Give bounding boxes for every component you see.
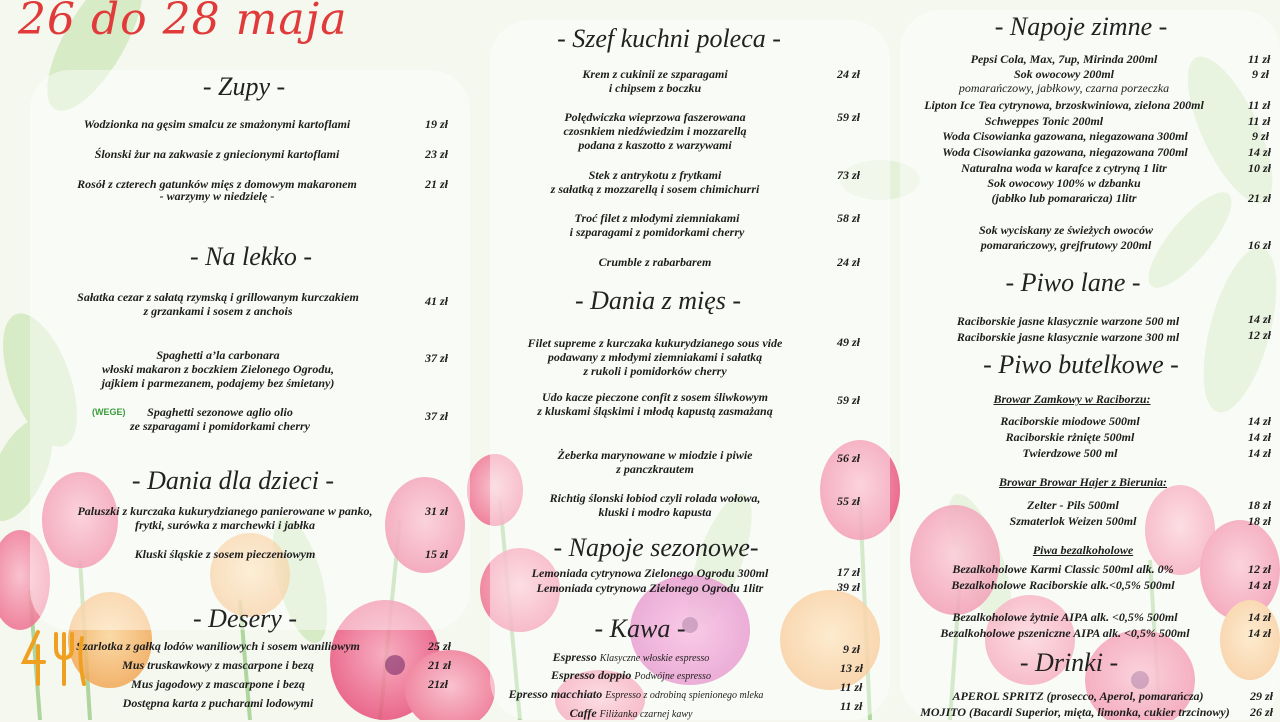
menu-item-espresso-doppio: Espresso doppio Podwójne espresso (551, 668, 711, 682)
menu-item-twierdzowe: Twierdzowe 500 ml (1022, 446, 1118, 460)
menu-item-price: 58 zł (837, 211, 861, 225)
menu-item-troc-filet: Troć filet z młodymi ziemniakami (574, 211, 740, 225)
menu-item-price: 17 zł (837, 565, 861, 579)
menu-item-karmi: Bezalkoholowe Karmi Classic 500ml alk. 0% (952, 562, 1174, 576)
menu-item-miodowe: Raciborskie miodowe 500ml (1000, 414, 1140, 428)
brewery-heading-bezalkoholowe: Piwa bezalkoholowe (1032, 543, 1134, 557)
menu-item-price: 25 zł (428, 639, 452, 653)
menu-item-mojito: MOJITO (Bacardi Superior, mięta, limonka, cukier trzcinowy) (920, 705, 1230, 719)
menu-item-line: podawany z młodymi ziemniakami i sałatką (547, 350, 763, 364)
menu-item-line: (jabłko lub pomarańcza) 1litr (991, 191, 1137, 205)
menu-item-price: 15 zł (425, 547, 449, 561)
menu-item-price: 11 zł (840, 699, 863, 713)
menu-item-price: 18 zł (1248, 498, 1272, 512)
menu-item-line: jajkiem i parmezanem, podajemy bez śmietany) (101, 376, 335, 390)
menu-item-woda-300: Woda Cisowianka gazowana, niegazowana 300ml (942, 129, 1188, 143)
menu-item-price: 14 zł (1248, 430, 1272, 444)
menu-item-price: 24 zł (837, 67, 861, 81)
menu-item-pszeniczne-aipa: Bezalkoholowe pszeniczne AIPA alk. <0,5% 500ml (940, 626, 1190, 640)
menu-item-price: 49 zł (837, 335, 861, 349)
section-heading-drinki: - Drinki - (1019, 648, 1119, 677)
menu-item-line: podana z kaszotto z warzywami (578, 138, 732, 152)
menu-item-price: 14 zł (1248, 610, 1272, 624)
brewery-heading-zamkowy: Browar Zamkowy w Raciborzu: (993, 392, 1151, 406)
menu-item-aglio-olio: Spaghetti sezonowe aglio olio (147, 405, 293, 419)
section-heading-desery: - Desery - (193, 604, 297, 633)
restaurant-logo-icon (20, 628, 90, 688)
menu-item-mus-jagodowy: Mus jagodowy z mascarpone i bezą (131, 677, 305, 691)
menu-item-price: 19 zł (425, 117, 449, 131)
menu-item-price: 14 zł (1248, 446, 1272, 460)
menu-item-price: 9 zł (843, 642, 861, 656)
menu-item-price: 10 zł (1248, 161, 1272, 175)
menu-item-price: 24 zł (837, 255, 861, 269)
menu-item-woda-700: Woda Cisowianka gazowana, niegazowana 700ml (942, 145, 1188, 159)
menu-item-line: kluski i modro kapusta (598, 505, 712, 519)
menu-item-price: 31 zł (425, 504, 449, 518)
wege-badge: (WEGE) (92, 407, 126, 417)
menu-item-price: 26 zł (1250, 705, 1274, 719)
menu-item-price: 13 zł (840, 661, 864, 675)
menu-item-price: 11 zł (1248, 98, 1271, 112)
menu-item-sok-wyciskany: Sok wyciskany ze świeżych owoców (979, 223, 1153, 237)
section-heading-piwo-lane: - Piwo lane - (1005, 268, 1141, 297)
menu-item-dzbanek: Sok owocowy 100% w dzbanku (987, 176, 1141, 190)
menu-item-price: 73 zł (837, 168, 861, 182)
menu-item-price: 11 zł (1248, 114, 1271, 128)
menu-item-line: ze szparagami i pomidorkami cherry (129, 419, 311, 433)
menu-item-pepsi: Pepsi Cola, Max, 7up, Mirinda 200ml (970, 52, 1158, 66)
brewery-heading-hajer: Browar Browar Hajer z Bierunia: (998, 475, 1168, 489)
menu-item-price: 16 zł (1248, 238, 1272, 252)
menu-item-line: włoski makaron z boczkiem Zielonego Ogrodu, (101, 362, 335, 376)
menu-item-price: 11 zł (840, 680, 863, 694)
menu-item-mus-truskawkowy: Mus truskawkowy z mascarpone i bezą (122, 658, 314, 672)
menu-item-price: 11 zł (1248, 52, 1271, 66)
menu-item-price: 21 zł (425, 177, 449, 191)
menu-item-price: 29 zł (1250, 689, 1274, 703)
menu-item-price: 37 zł (425, 409, 449, 423)
menu-item-line: pomarańczowy, grejfrutowy 200ml (980, 238, 1152, 252)
menu-item-kluski: Kluski śląskie z sosem pieczeniowym (134, 547, 316, 561)
menu-item-rzniete: Raciborskie rżnięte 500ml (1005, 430, 1135, 444)
section-heading-zupy: - Zupy - (202, 72, 286, 101)
menu-item-zur: Ślonski żur na zakwasie z gniecionymi kartoflami (94, 147, 340, 161)
menu-item-price: 59 zł (837, 393, 861, 407)
section-heading-piwo-butelkowe: - Piwo butelkowe - (983, 350, 1179, 379)
menu-item-price: 37 zł (425, 351, 449, 365)
menu-item-puchary: Dostępna karta z pucharami lodowymi (122, 696, 314, 710)
menu-item-schweppes: Schweppes Tonic 200ml (984, 114, 1104, 128)
menu-item-espresso: Espresso Klasyczne włoskie espresso (552, 650, 710, 664)
menu-item-salatka-cezar: Sałatka cezar z sałatą rzymską i grillowanym kurczakiem (77, 290, 359, 304)
menu-item-price: 14 zł (1248, 414, 1272, 428)
menu-item-szmaterlok: Szmaterlok Weizen 500ml (1009, 514, 1137, 528)
menu-item-sok-owocowy: Sok owocowy 200ml (1013, 67, 1115, 81)
menu-item-crumble: Crumble z rabarbarem (598, 255, 712, 269)
menu-item-price: 14 zł (1248, 145, 1272, 159)
menu-item-line: i szparagami z pomidorkami cherry (569, 225, 745, 239)
menu-item-lipton: Lipton Ice Tea cytrynowa, brzoskwiniowa, zielona 200ml (924, 98, 1204, 112)
menu-item-price: 21 zł (428, 658, 452, 672)
menu-item-rolada: Richtig ślonski łobiod czyli rolada wołowa, (549, 491, 761, 505)
menu-item-price: 56 zł (837, 451, 861, 465)
menu-item-line: z sałatką z mozzarellą i sosem chimichurri (550, 182, 760, 196)
menu-item-price: 9 zł (1252, 67, 1270, 81)
menu-item-price: 9 zł (1252, 129, 1270, 143)
menu-item-price: 12 zł (1248, 328, 1272, 342)
menu-item-line: i chipsem z boczku (608, 81, 702, 95)
menu-item-raciborskie-500: Raciborskie jasne klasycznie warzone 500 ml (956, 314, 1180, 328)
menu-item-price: 21 zł (1248, 191, 1272, 205)
menu-item-szarlotka: Szarlotka z gałką lodów waniliowych i sosem waniliowym (76, 639, 360, 653)
menu-item-line: z kluskami śląskimi i młodą kapustą zasmażaną (537, 404, 773, 418)
menu-item-price: 14 zł (1248, 312, 1272, 326)
menu-item-price: 14 zł (1248, 578, 1272, 592)
menu-item-line: z panczkrautem (616, 462, 694, 476)
menu-item-caffe: Caffe Filiżanka czarnej kawy (569, 706, 693, 720)
menu-item-poledwiczka: Polędwiczka wieprzowa faszerowana (564, 110, 746, 124)
menu-item-udo-kacze: Udo kacze pieczone confit z sosem śliwkowym (542, 390, 768, 404)
menu-item-krem-z-cukinii: Krem z cukinii ze szparagami (582, 67, 728, 81)
menu-item-line: czosnkiem niedźwiedzim i mozzarellą (563, 124, 747, 138)
section-heading-kawa: - Kawa - (594, 614, 686, 643)
menu-item-price: 55 zł (837, 494, 861, 508)
menu-item-paluszki: Paluszki z kurczaka kukurydzianego panierowane w panko, (77, 504, 373, 518)
section-heading-na-lekko: - Na lekko - (189, 242, 313, 271)
menu-item-line: z grzankami i sosem z anchois (143, 304, 293, 318)
menu-item-price: 59 zł (837, 110, 861, 124)
menu-item-price: 14 zł (1248, 626, 1272, 640)
menu-item-line: frytki, surówka z marchewki i jabłka (134, 518, 316, 532)
menu-item-raciborskie-300: Raciborskie jasne klasycznie warzone 300 ml (956, 330, 1180, 344)
menu-item-rosol-note: - warzymy w niedzielę - (159, 189, 275, 203)
menu-item-raciborskie-bezalkoholowe: Bezalkoholowe Raciborskie alk.<0,5% 500ml (951, 578, 1175, 592)
menu-item-lemoniada-1l: Lemoniada cytrynowa Zielonego Ogrodu 1litr (536, 581, 764, 595)
section-heading-szef-kuchni: - Szef kuchni poleca - (557, 24, 781, 53)
menu-item-lemoniada-300: Lemoniada cytrynowa Zielonego Ogrodu 300ml (531, 566, 769, 580)
menu-item-zytnie-aipa: Bezalkoholowe żytnie AIPA alk. <0,5% 500ml (952, 610, 1178, 624)
section-heading-dania-dla-dzieci: - Dania dla dzieci - (131, 466, 335, 495)
menu-item-karafka: Naturalna woda w karafce z cytryną 1 litr (961, 161, 1167, 175)
menu-item-price: 21zł (428, 677, 449, 691)
menu-item-stek: Stek z antrykotu z frytkami (588, 168, 722, 182)
menu-item-price: 41 zł (425, 294, 449, 308)
section-heading-dania-z-mies: - Dania z mięs - (574, 286, 742, 315)
menu-item-line: pomarańczowy, jabłkowy, czarna porzeczka (958, 81, 1170, 95)
menu-item-price: 12 zł (1248, 562, 1272, 576)
menu-item-line: z rukoli i pomidorków cherry (583, 364, 727, 378)
menu-item-filet-supreme: Filet supreme z kurczaka kukurydzianego sous vide (527, 336, 783, 350)
menu-item-rosol: Rosół z czterech gatunków mięs z domowym makaronem (77, 177, 357, 191)
menu-item-price: 18 zł (1248, 514, 1272, 528)
menu-item-aperol: APEROL SPRITZ (prosecco, Aperol, pomarańcza) (952, 689, 1204, 703)
menu-item-price: 23 zł (425, 147, 449, 161)
menu-item-carbonara: Spaghetti a’la carbonara (156, 348, 280, 362)
section-heading-napoje-zimne: - Napoje zimne - (994, 12, 1168, 41)
menu-item-macchiato: Epresso macchiato Espresso z odrobiną spienionego mleka (508, 687, 764, 701)
section-heading-napoje-sezonowe: - Napoje sezonowe- (553, 533, 759, 562)
menu-item-zeberka: Żeberka marynowane w miodzie i piwie (557, 448, 753, 462)
menu-date-title: 26 do 28 maja (18, 0, 348, 45)
menu-item-price: 39 zł (837, 580, 861, 594)
menu-item-zelter: Zelter - Pils 500ml (1027, 498, 1119, 512)
menu-item-wodzionka: Wodzionka na gęsim smalcu ze smażonymi kartoflami (83, 117, 351, 131)
